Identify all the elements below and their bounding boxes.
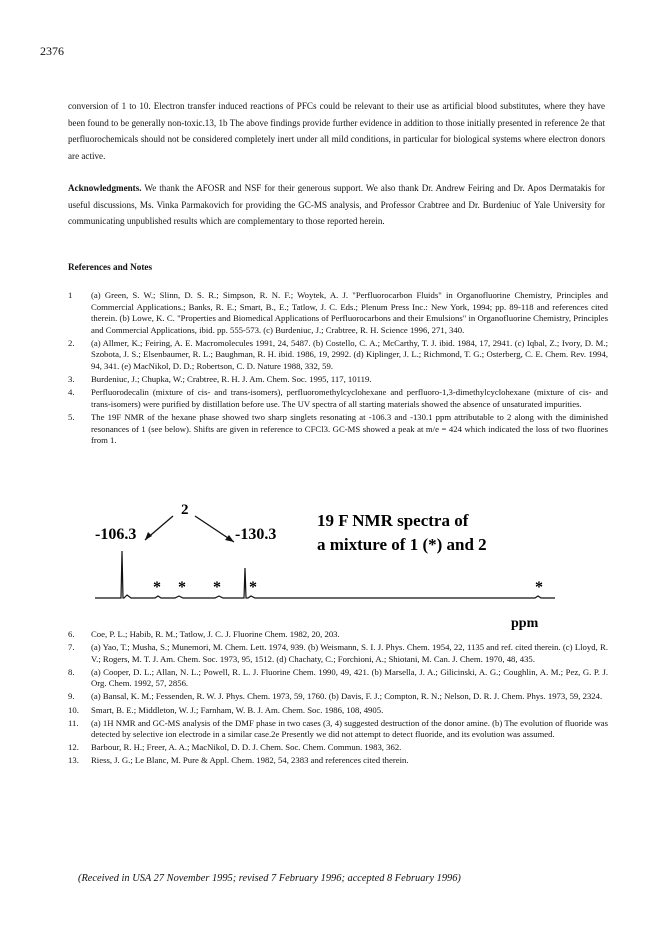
reference-item xyxy=(68,412,608,447)
acknowledgments-paragraph xyxy=(68,180,605,230)
reference-number: 9. xyxy=(68,691,75,702)
star-marker: * xyxy=(178,579,186,596)
reference-text: The 19F NMR of the hexane phase showed two sharp singlets resonating at -106.3 and -130.1 ppm attributable to 2 along with the diminished resonances of 1 (see below). Shifts are given in reference to CFCl3. GC-MS showed a peak at m/e = 424 which indicated the loss of two fluorines from 1. xyxy=(91,411,608,446)
reference-number: 6. xyxy=(68,629,75,639)
shift-left-label: -106.3 xyxy=(95,526,137,543)
reference-text: (a) Allmer, K.; Feiring, A. E. Macromolecules 1991, 24, 5487. (b) Costello, C. A.; McCarthy, T. J. ibid. 1984, 17, 2941. (c) Iqbal, Z.; Ivory, D. M.; Szobota, J. S.; Elsenbaumer, R. L.; Baughman, R. H. ibid. 1986, 19, 2992. (d) Kiplinger, J. L.; Richmond, T. G.; Osterberg, C. E. Chem. Rev. 1994, 94, 341. (e) MacNikol, D. D.; Robertson, C. D. Nature 1988, 332, 59. xyxy=(91,337,608,372)
reference-list-part1 xyxy=(68,290,608,448)
reference-number: 13. xyxy=(68,755,79,766)
reference-number: 4. xyxy=(68,387,75,398)
reference-item xyxy=(68,718,608,741)
received-dates: (Received in USA 27 November 1995; revised 7 February 1996; accepted 8 February 1996) xyxy=(78,873,461,884)
star-marker: * xyxy=(213,579,221,596)
reference-number: 1 xyxy=(68,290,73,300)
arrow-left-head xyxy=(145,532,152,540)
acknowledgments-heading: Acknowledgments. xyxy=(68,183,142,193)
star-marker: * xyxy=(535,579,543,596)
star-marker: * xyxy=(249,579,257,596)
nmr-spectrum-figure xyxy=(95,496,555,636)
body-paragraph-conclusion: conversion of 1 to 10. Electron transfer induced reactions of PFCs could be relevant to their use as artificial blood substitutes, where they have been found to be generally non-toxic.13, 1b The above findings provide further evidence in addition to those initially presented in reference 2e that perfluorochemicals should not be considered completely inert under all mild conditions, in particular for biological systems where electron donors are active. xyxy=(68,101,605,161)
reference-text: (a) Bansal, K. M.; Fessenden, R. W. J. Phys. Chem. 1973, 59, 1760. (b) Davis, F. J.; Compton, R. N.; Nelson, D. R. J. Chem. Phys. 1973, 59, 2324. xyxy=(91,691,603,702)
reference-text: Smart, B. E.; Middleton, W. J.; Farnham, W. B. J. Am. Chem. Soc. 1986, 108, 4905. xyxy=(91,704,384,715)
reference-number: 7. xyxy=(68,642,75,653)
reference-text: (a) 1H NMR and GC-MS analysis of the DMF phase in two cases (3, 4) suggested destruction of the donor amine. (b) The evolution of fluoride was detected by selective ion electrode in a similar case.2e Presently we did not attempt to detect fluoride, and its evolution was assumed. xyxy=(91,717,608,740)
nmr-trace xyxy=(95,551,555,598)
reference-item xyxy=(68,755,608,767)
axis-ppm-label: ppm xyxy=(511,616,539,631)
reference-item xyxy=(68,374,608,386)
reference-item xyxy=(68,629,608,641)
reference-number: 3. xyxy=(68,374,75,385)
reference-number: 10. xyxy=(68,704,79,715)
acknowledgments-text: We thank the AFOSR and NSF for their generous support. We also thank Dr. Andrew Feiring and Dr. Apos Dermatakis for useful discussions, Ms. Vinka Parmakovich for providing the GC-MS analysis, and Professor Crabtree and Dr. Burdeniuc of Yale University for communicating unpublished results which are complementary to those reported herein. xyxy=(68,183,605,226)
reference-item xyxy=(68,705,608,717)
reference-number: 8. xyxy=(68,666,75,677)
reference-text: Barbour, R. H.; Freer, A. A.; MacNikol, D. D. J. Chem. Soc. Chem. Commun. 1983, 362. xyxy=(91,742,402,753)
reference-text: Perfluorodecalin (mixture of cis- and trans-isomers), perfluoromethylcyclohexane and perfluoro-1,3-dimethylcyclohexane (mixture of cis- and trans-isomers) were purified by distillation before use. The UV spectra of all starting materials showed the absence of unsaturated impurities. xyxy=(91,387,608,409)
reference-text: (a) Cooper, D. L.; Allan, N. L.; Powell, R. L. J. Fluorine Chem. 1990, 49, 421. (b) Marsella, J. A.; Gilicinski, A. G.; Coughlin, A. M.; Pez, G. P. J. Org. Chem. 1992, 57, 2856. xyxy=(91,666,608,689)
page-number: 2376 xyxy=(40,44,64,58)
reference-item xyxy=(68,691,608,703)
nmr-spectrum-svg xyxy=(95,496,555,636)
reference-item xyxy=(68,642,608,665)
references-heading: References and Notes xyxy=(68,262,153,272)
star-marker: * xyxy=(153,579,161,596)
reference-number: 2. xyxy=(68,337,75,348)
reference-item xyxy=(68,742,608,754)
reference-item xyxy=(68,338,608,373)
reference-list-part2 xyxy=(68,629,608,769)
reference-text: (a) Green, S. W.; Slinn, D. S. R.; Simpson, R. N. F.; Woytek, A. J. "Perfluorocarbon Fluids" in Organofluorine Chemistry, Principles and Commercial Applications.; Banks, R. E.; Smart, B., E.; Tatlow, J. C. Eds.; Plenum Press Inc.: New York, 1994; pp. 89-118 and references cited therein. (b) Lowe, K. C. "Properties and Biomedical Applications of Perfluorocarbons and their Emulsions" in Organofluorine Chemistry, Principles and Commercial Applications, ibid. pp. 555-573. (c) Burdeniuc, J.; Crabtree, R. H. Science 1996, 271, 340. xyxy=(91,290,608,335)
reference-number: 5. xyxy=(68,411,75,422)
reference-text: Burdeniuc, J.; Chupka, W.; Crabtree, R. H. J. Am. Chem. Soc. 1995, 117, 10119. xyxy=(91,374,372,385)
figure-title-line2: a mixture of 1 (*) and 2 xyxy=(317,535,487,554)
reference-number: 12. xyxy=(68,742,79,753)
figure-title-line1: 19 F NMR spectra of xyxy=(317,511,469,530)
reference-item xyxy=(68,290,608,336)
reference-item xyxy=(68,387,608,410)
reference-text: (a) Yao, T.; Musha, S.; Munemori, M. Chem. Lett. 1974, 939. (b) Weismann, S. I. J. Phys. Chem. 1954, 22, 1135 and ref. cited therein. (c) Lloyd, R. V.; Rogers, M. T. J. Am. Chem. Soc. 1973, 95, 1512. (d) Chachaty, C.; Forchioni, A.; Shiotani, M. Can. J. Chem. 1970, 48, 435. xyxy=(91,642,608,664)
compound-2-label: 2 xyxy=(181,502,189,518)
shift-right-label: -130.3 xyxy=(235,526,277,543)
reference-text: Coe, P. L.; Habib, R. M.; Tatlow, J. C. J. Fluorine Chem. 1982, 20, 203. xyxy=(91,629,340,639)
reference-text: Riess, J. G.; Le Blanc, M. Pure & Appl. Chem. 1982, 54, 2383 and references cited therein. xyxy=(91,755,409,766)
reference-number: 11. xyxy=(68,717,79,728)
arrow-right-head xyxy=(225,535,234,542)
reference-item xyxy=(68,667,608,690)
